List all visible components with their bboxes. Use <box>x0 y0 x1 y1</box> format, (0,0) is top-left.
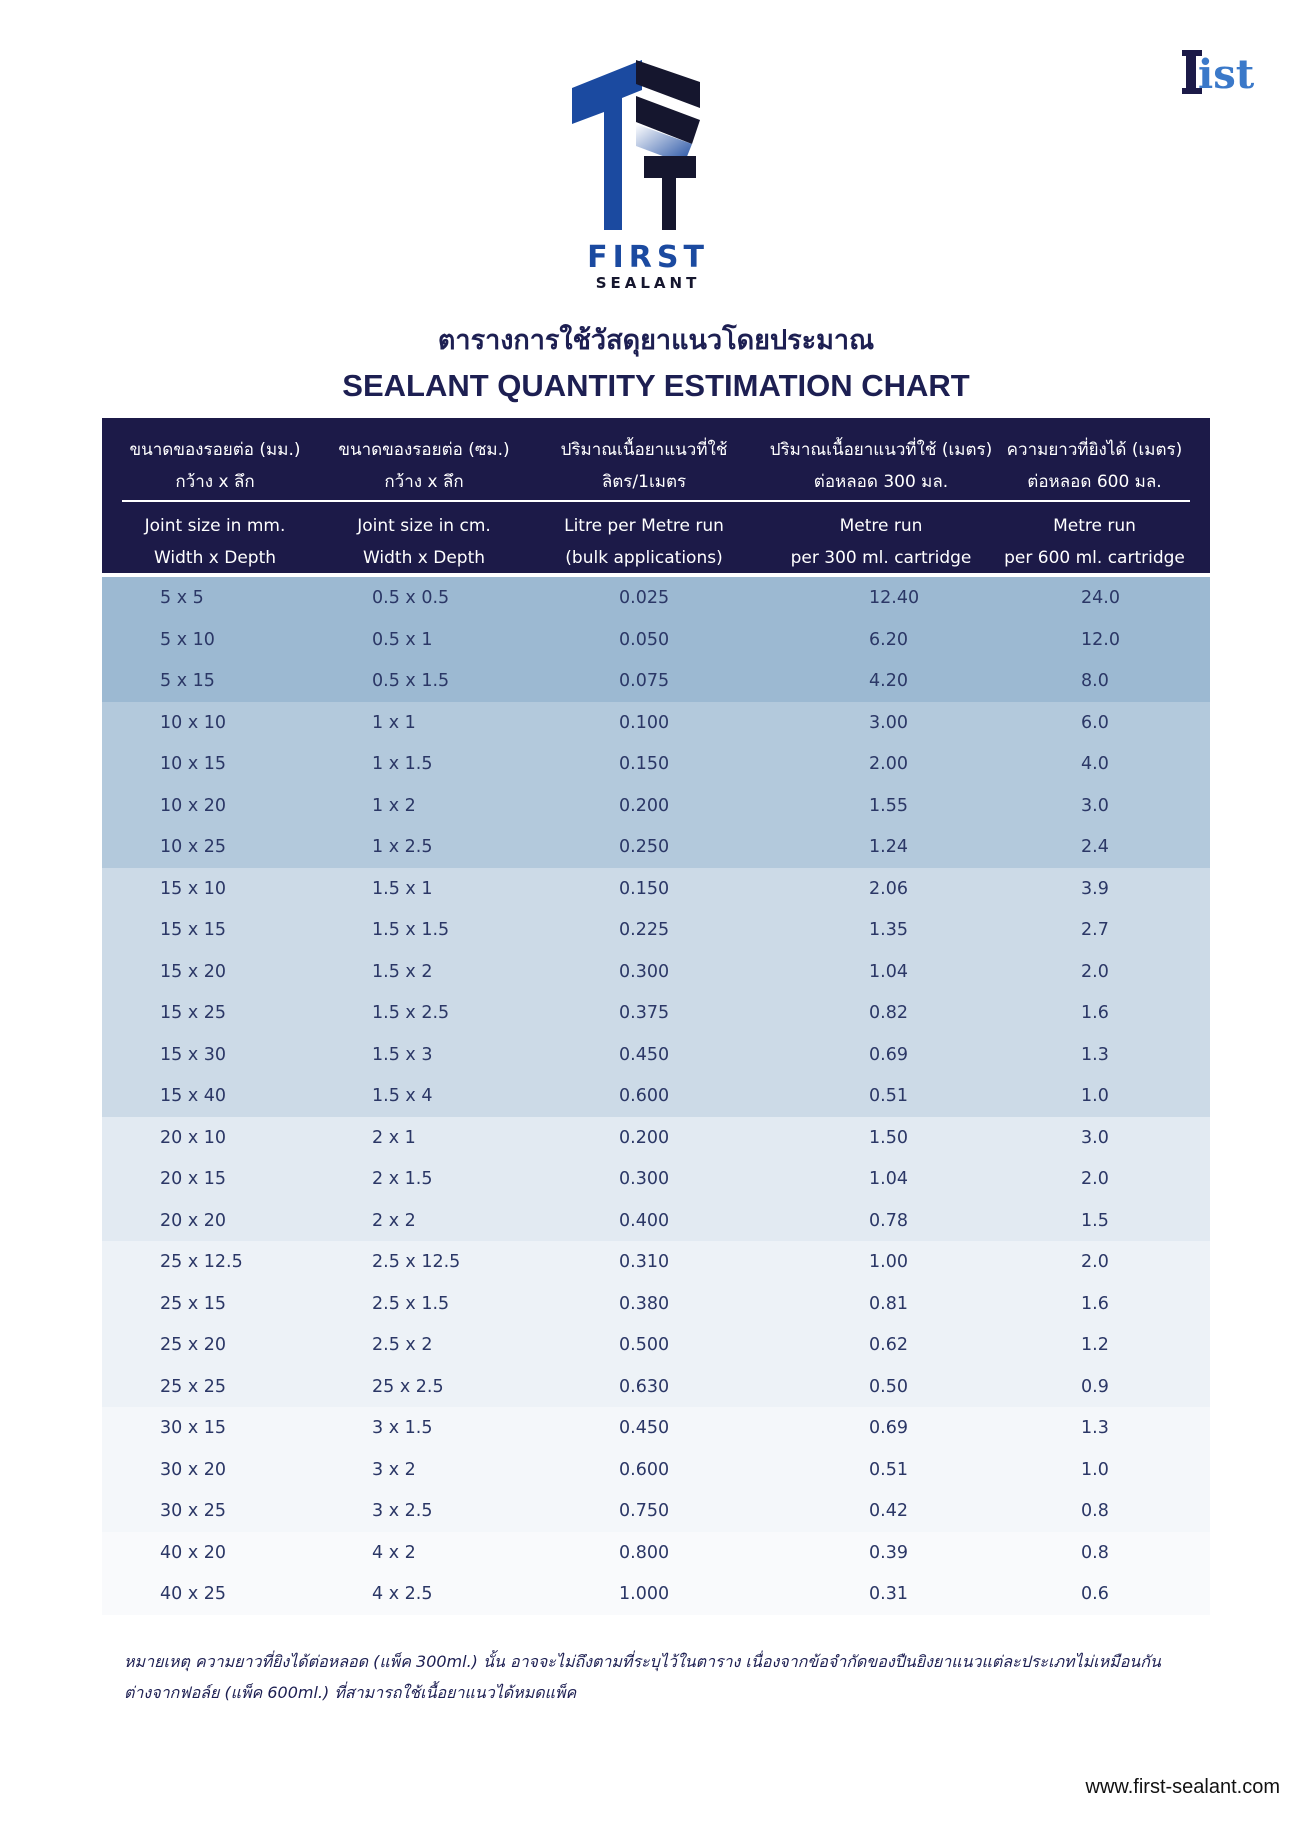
cell-joint-mm: 15 x 30 <box>160 1044 227 1065</box>
cell-joint-mm: 10 x 20 <box>160 795 227 816</box>
cell-joint-cm: 3 x 2 <box>372 1459 416 1480</box>
cell-joint-cm: 1.5 x 2.5 <box>372 1003 450 1023</box>
cell-metre-per-600ml: 2.0 <box>1081 961 1109 982</box>
table-row <box>102 1532 1210 1574</box>
cell-metre-per-600ml: 1.0 <box>1081 1459 1109 1480</box>
brand-name-first: FIRST <box>587 240 709 275</box>
cell-litre-per-metre: 0.310 <box>619 1252 670 1272</box>
cell-joint-cm: 1 x 2 <box>372 795 416 816</box>
cell-joint-cm: 2 x 1 <box>372 1127 416 1148</box>
first-sealant-logo-icon <box>572 60 700 230</box>
table-row <box>102 1200 1210 1242</box>
cell-litre-per-metre: 0.375 <box>619 1003 670 1023</box>
cell-metre-per-600ml: 12.0 <box>1081 629 1120 650</box>
cell-joint-cm: 0.5 x 1.5 <box>372 671 450 691</box>
cell-metre-per-300ml: 4.20 <box>869 671 908 691</box>
cell-metre-per-300ml: 1.55 <box>869 795 908 816</box>
cell-litre-per-metre: 0.050 <box>619 629 670 650</box>
header-divider <box>122 500 1190 502</box>
cell-joint-cm: 4 x 2.5 <box>372 1584 433 1604</box>
cell-metre-per-300ml: 0.51 <box>869 1086 908 1106</box>
table-row <box>102 1241 1210 1283</box>
footnote <box>124 1646 1204 1708</box>
column-header-litre-english: Litre per Metre run (bulk applications) <box>564 516 724 568</box>
cell-joint-cm: 1 x 1.5 <box>372 754 433 774</box>
ist-logo-icon <box>1182 46 1272 98</box>
table-row <box>102 1490 1210 1532</box>
cell-litre-per-metre: 0.450 <box>619 1418 670 1438</box>
column-header-mm-thai: ขนาดของรอยต่อ (มม.) กว้าง x ลึก <box>129 440 301 492</box>
cell-litre-per-metre: 0.750 <box>619 1501 670 1521</box>
cell-joint-cm: 25 x 2.5 <box>372 1376 444 1397</box>
table-row <box>102 1034 1210 1076</box>
cell-joint-mm: 15 x 10 <box>160 878 227 899</box>
table-row <box>102 660 1210 702</box>
cell-metre-per-300ml: 1.35 <box>869 920 908 940</box>
cell-joint-mm: 30 x 25 <box>160 1501 227 1521</box>
cell-litre-per-metre: 0.600 <box>619 1459 670 1480</box>
table-row <box>102 951 1210 993</box>
column-header-cm-thai: ขนาดของรอยต่อ (ซม.) กว้าง x ลึก <box>338 440 510 492</box>
cell-litre-per-metre: 0.200 <box>619 795 670 816</box>
cell-metre-per-300ml: 0.42 <box>869 1501 908 1521</box>
cell-metre-per-600ml: 0.9 <box>1081 1376 1109 1397</box>
cell-metre-per-300ml: 6.20 <box>869 629 908 650</box>
table-header <box>102 418 1210 573</box>
page-title-thai: ตารางการใช้วัสดุยาแนวโดยประมาณ <box>437 325 875 356</box>
column-header-litre-thai: ปริมาณเนื้อยาแนวที่ใช้ ลิตร/1เมตร <box>560 440 728 492</box>
cell-litre-per-metre: 0.075 <box>619 671 670 691</box>
cell-metre-per-600ml: 24.0 <box>1081 588 1120 608</box>
cell-joint-cm: 4 x 2 <box>372 1542 416 1563</box>
cell-litre-per-metre: 0.400 <box>619 1210 670 1231</box>
table-body <box>102 577 1210 1615</box>
cell-joint-mm: 15 x 25 <box>160 1003 227 1023</box>
cell-litre-per-metre: 0.630 <box>619 1376 670 1397</box>
cell-metre-per-600ml: 3.0 <box>1081 795 1109 816</box>
table-row <box>102 702 1210 744</box>
page-title-english: SEALANT QUANTITY ESTIMATION CHART <box>342 368 970 403</box>
cell-metre-per-600ml: 2.0 <box>1081 1252 1109 1272</box>
cell-metre-per-300ml: 0.69 <box>869 1418 908 1438</box>
cell-litre-per-metre: 1.000 <box>619 1584 670 1604</box>
cell-litre-per-metre: 0.150 <box>619 878 670 899</box>
cell-joint-mm: 25 x 25 <box>160 1376 227 1397</box>
footnote-line-1: หมายเหตุ ความยาวที่ยิงได้ต่อหลอด (แพ็ค 300ml.) นั้น อาจจะไม่ถึงตามที่ระบุไว้ในตาราง เนื่องจากข้อจำกัดของปืนยิงยาแนวแต่ละประเภทไม่เหมือนกัน <box>124 1652 1161 1671</box>
cell-metre-per-600ml: 0.8 <box>1081 1501 1109 1521</box>
cell-joint-cm: 1 x 2.5 <box>372 837 433 857</box>
cell-litre-per-metre: 0.025 <box>619 588 670 608</box>
cell-metre-per-300ml: 0.62 <box>869 1335 908 1355</box>
cell-litre-per-metre: 0.250 <box>619 837 670 857</box>
cell-metre-per-600ml: 3.9 <box>1081 878 1109 899</box>
cell-metre-per-300ml: 1.24 <box>869 837 908 857</box>
cell-joint-mm: 10 x 10 <box>160 712 227 733</box>
cell-metre-per-600ml: 1.6 <box>1081 1293 1109 1314</box>
cell-litre-per-metre: 0.200 <box>619 1127 670 1148</box>
cell-litre-per-metre: 0.100 <box>619 712 670 733</box>
cell-metre-per-600ml: 4.0 <box>1081 754 1109 774</box>
website-link[interactable]: www.first-sealant.com <box>1085 1776 1280 1798</box>
cell-metre-per-600ml: 2.0 <box>1081 1169 1109 1189</box>
cell-metre-per-300ml: 0.69 <box>869 1044 908 1065</box>
cell-metre-per-300ml: 2.00 <box>869 754 908 774</box>
cell-metre-per-600ml: 1.0 <box>1081 1086 1109 1106</box>
cell-joint-mm: 20 x 10 <box>160 1127 227 1148</box>
cell-joint-mm: 25 x 15 <box>160 1293 227 1314</box>
column-header-mm-english: Joint size in mm. Width x Depth <box>144 516 286 568</box>
cell-joint-cm: 2.5 x 12.5 <box>372 1252 461 1272</box>
cell-metre-per-600ml: 2.7 <box>1081 920 1109 940</box>
cell-joint-mm: 5 x 15 <box>160 671 215 691</box>
table-row <box>102 1407 1210 1449</box>
cell-joint-mm: 15 x 15 <box>160 920 227 940</box>
table-row <box>102 619 1210 661</box>
cell-metre-per-300ml: 0.31 <box>869 1584 908 1604</box>
column-header-600ml-english: Metre run per 600 ml. cartridge <box>1004 516 1185 568</box>
cell-metre-per-600ml: 1.3 <box>1081 1418 1109 1438</box>
table-row <box>102 1573 1210 1615</box>
cell-litre-per-metre: 0.800 <box>619 1542 670 1563</box>
cell-metre-per-600ml: 1.3 <box>1081 1044 1109 1065</box>
table-row <box>102 1366 1210 1408</box>
cell-metre-per-300ml: 0.50 <box>869 1376 908 1397</box>
cell-metre-per-600ml: 1.2 <box>1081 1335 1109 1355</box>
column-header-300ml-thai: ปริมาณเนื้อยาแนวที่ใช้ (เมตร) ต่อหลอด 300 มล. <box>769 440 993 492</box>
cell-joint-mm: 10 x 15 <box>160 754 227 774</box>
cell-metre-per-600ml: 8.0 <box>1081 671 1109 691</box>
table-row <box>102 1075 1210 1117</box>
table-row <box>102 1449 1210 1491</box>
cell-litre-per-metre: 0.600 <box>619 1086 670 1106</box>
table-row <box>102 1158 1210 1200</box>
cell-litre-per-metre: 0.500 <box>619 1335 670 1355</box>
cell-litre-per-metre: 0.450 <box>619 1044 670 1065</box>
cell-litre-per-metre: 0.300 <box>619 1169 670 1189</box>
cell-metre-per-600ml: 1.5 <box>1081 1210 1109 1231</box>
cell-metre-per-300ml: 0.82 <box>869 1003 908 1023</box>
cell-metre-per-300ml: 1.04 <box>869 1169 908 1189</box>
cell-joint-cm: 1.5 x 1 <box>372 878 433 899</box>
cell-joint-mm: 5 x 10 <box>160 629 215 650</box>
cell-joint-cm: 2.5 x 2 <box>372 1335 433 1355</box>
cell-metre-per-300ml: 1.00 <box>869 1252 908 1272</box>
cell-metre-per-600ml: 3.0 <box>1081 1127 1109 1148</box>
cell-metre-per-300ml: 2.06 <box>869 878 908 899</box>
cell-litre-per-metre: 0.225 <box>619 920 670 940</box>
cell-joint-mm: 10 x 25 <box>160 837 227 857</box>
column-header-600ml-thai: ความยาวที่ยิงได้ (เมตร) ต่อหลอด 600 มล. <box>1006 440 1183 492</box>
cell-joint-mm: 25 x 20 <box>160 1335 227 1355</box>
cell-joint-cm: 0.5 x 0.5 <box>372 588 450 608</box>
cell-joint-mm: 25 x 12.5 <box>160 1252 243 1272</box>
table-row <box>102 1117 1210 1159</box>
cell-metre-per-600ml: 6.0 <box>1081 712 1109 733</box>
table-row <box>102 909 1210 951</box>
cell-joint-cm: 1.5 x 4 <box>372 1086 433 1106</box>
cell-litre-per-metre: 0.150 <box>619 754 670 774</box>
cell-joint-cm: 1 x 1 <box>372 712 416 733</box>
table-row <box>102 1324 1210 1366</box>
table-row <box>102 577 1210 619</box>
table-row <box>102 785 1210 827</box>
column-header-cm-english: Joint size in cm. Width x Depth <box>357 516 491 568</box>
cell-joint-cm: 2 x 1.5 <box>372 1169 433 1189</box>
cell-metre-per-300ml: 1.50 <box>869 1127 908 1148</box>
cell-metre-per-600ml: 1.6 <box>1081 1003 1109 1023</box>
cell-joint-mm: 15 x 20 <box>160 961 227 982</box>
table-row <box>102 826 1210 868</box>
cell-joint-cm: 3 x 2.5 <box>372 1501 433 1521</box>
table-row <box>102 868 1210 910</box>
cell-metre-per-300ml: 3.00 <box>869 712 908 733</box>
cell-joint-mm: 15 x 40 <box>160 1086 227 1106</box>
brand-name-sealant: SEALANT <box>595 274 701 292</box>
cell-joint-mm: 40 x 20 <box>160 1542 227 1563</box>
cell-joint-cm: 2.5 x 1.5 <box>372 1293 450 1314</box>
cell-metre-per-300ml: 0.39 <box>869 1542 908 1563</box>
cell-joint-cm: 3 x 1.5 <box>372 1418 433 1438</box>
table-row <box>102 1283 1210 1325</box>
cell-joint-mm: 30 x 15 <box>160 1418 227 1438</box>
cell-joint-cm: 0.5 x 1 <box>372 629 433 650</box>
cell-joint-cm: 1.5 x 1.5 <box>372 920 450 940</box>
column-header-300ml-english: Metre run per 300 ml. cartridge <box>790 516 972 568</box>
cell-joint-mm: 30 x 20 <box>160 1459 227 1480</box>
cell-joint-cm: 1.5 x 2 <box>372 961 433 982</box>
cell-litre-per-metre: 0.300 <box>619 961 670 982</box>
cell-metre-per-600ml: 0.6 <box>1081 1584 1109 1604</box>
table-row <box>102 743 1210 785</box>
cell-metre-per-600ml: 2.4 <box>1081 837 1109 857</box>
ist-logo-text: ist <box>1198 51 1255 98</box>
cell-metre-per-300ml: 12.40 <box>869 588 920 608</box>
cell-joint-mm: 20 x 15 <box>160 1169 227 1189</box>
cell-metre-per-300ml: 0.81 <box>869 1293 908 1314</box>
footnote-line-2: ต่างจากฟอล์ย (แพ็ค 600ml.) ที่สามารถใช้เนื้อยาแนวได้หมดแพ็ค <box>124 1683 577 1702</box>
cell-metre-per-300ml: 1.04 <box>869 961 908 982</box>
cell-joint-cm: 2 x 2 <box>372 1210 416 1231</box>
cell-joint-mm: 5 x 5 <box>160 588 204 608</box>
cell-joint-mm: 20 x 20 <box>160 1210 227 1231</box>
cell-metre-per-300ml: 0.78 <box>869 1210 908 1231</box>
cell-metre-per-300ml: 0.51 <box>869 1459 908 1480</box>
cell-joint-mm: 40 x 25 <box>160 1584 227 1604</box>
cell-litre-per-metre: 0.380 <box>619 1293 670 1314</box>
table-row <box>102 992 1210 1034</box>
cell-metre-per-600ml: 0.8 <box>1081 1542 1109 1563</box>
cell-joint-cm: 1.5 x 3 <box>372 1044 433 1065</box>
